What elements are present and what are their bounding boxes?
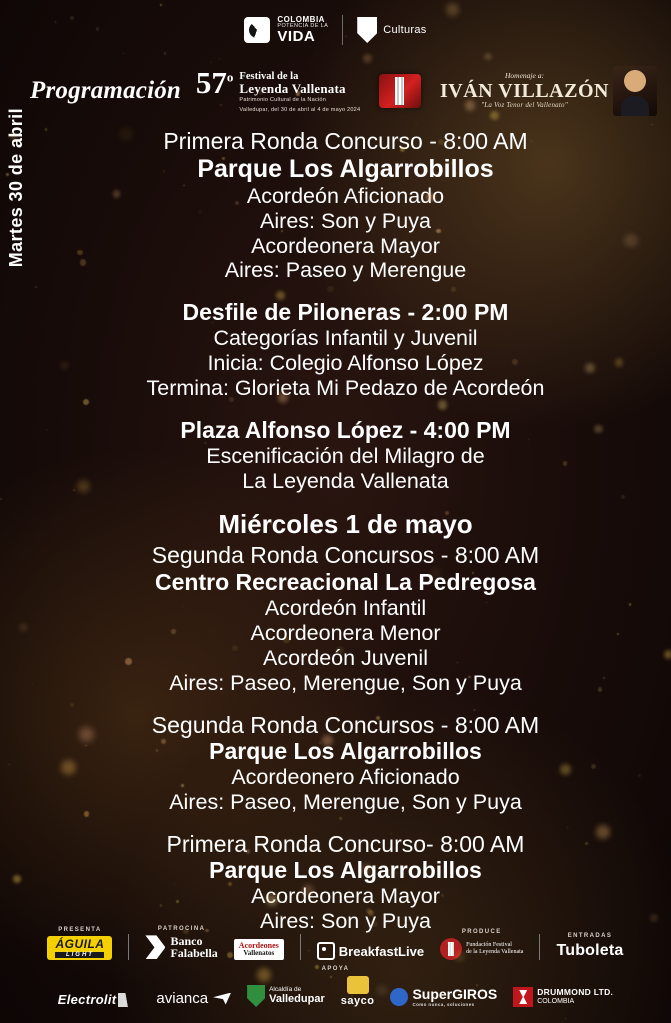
banco-falabella-logo: [145, 935, 217, 960]
sayco-label: sayco: [340, 995, 375, 1007]
tuboleta-logo[interactable]: [556, 942, 623, 960]
tuboleta-label: Tuboleta: [556, 942, 624, 959]
program-line: Acordeonera Menor: [250, 620, 441, 645]
fundacion-sub: de la Leyenda Vallenata: [466, 949, 524, 955]
supergiros-logo: [390, 986, 497, 1007]
gov-line3: VIDA: [277, 27, 316, 45]
sponsor-footer: [0, 920, 671, 1023]
program-line: Aires: Paseo y Merengue: [224, 258, 467, 283]
tribute-name: IVÁN VILLAZÓN: [440, 80, 609, 103]
gov-colombia-logo: [244, 16, 328, 45]
caption-patrocina: PATROCINA: [157, 925, 206, 932]
falabella-label: Banco: [170, 933, 203, 948]
festival-edition: 57: [195, 64, 227, 100]
fundacion-mark-icon: [440, 938, 462, 960]
program-line: Acordeón Juvenil: [263, 645, 428, 670]
sponsor-divider-2: [300, 934, 301, 960]
festival-name-line1: Festival de la: [239, 70, 299, 82]
program-line: Primera Ronda Concurso- 8:00 AM: [166, 830, 525, 857]
sponsor-patrocina: [145, 926, 217, 960]
sponsor-presenta: [47, 927, 112, 960]
program-line: Inicia: Colegio Alfonso López: [207, 351, 484, 376]
program-block: [46, 299, 645, 400]
program-line: Acordeonero Aficionado: [231, 764, 460, 789]
program-line: Categorías Infantil y Juvenil: [213, 326, 478, 351]
sayco-mark-icon: [347, 976, 369, 994]
program-line: Aires: Son y Puya: [260, 208, 431, 233]
festival-ordinal: o: [226, 69, 234, 85]
avianca-logo: [156, 990, 231, 1007]
logo-divider: [342, 15, 343, 45]
tribute-prefix: Homenaje a:: [505, 71, 544, 81]
festival-logo: [195, 64, 361, 114]
fundacion-festival-logo: [440, 938, 523, 960]
colombia-mark-icon: [244, 17, 270, 43]
caption-apoya: APOYA: [321, 966, 350, 972]
caption-produce: PRODUCE: [461, 929, 502, 935]
valledupar-label: Alcaldía de: [269, 985, 302, 993]
acordeones-label: Acordeones: [238, 941, 279, 950]
program-line: Aires: Paseo, Merengue, Son y Puya: [169, 789, 522, 814]
program-line: Termina: Glorieta Mi Pedazo de Acordeón: [146, 375, 545, 400]
vertical-date-label: Martes 30 de abril: [6, 108, 26, 268]
institutional-logo-bar: [0, 0, 671, 60]
ministry-label: Culturas: [383, 24, 427, 36]
shield-icon: [357, 17, 377, 43]
program-list: [0, 122, 671, 934]
tribute-portrait: [613, 66, 657, 116]
program-line: Segunda Ronda Concursos - 8:00 AM: [151, 542, 540, 569]
program-line: Aires: Son y Puya: [260, 909, 431, 934]
program-line: Acordeón Infantil: [264, 595, 427, 620]
program-line: Parque Los Algarrobillos: [209, 857, 482, 884]
program-line: Acordeonera Mayor: [251, 884, 440, 909]
sponsor-row-support: [0, 976, 671, 1007]
program-line: Desfile de Piloneras - 2:00 PM: [182, 299, 509, 326]
falabella-mark-icon: [145, 935, 165, 959]
program-line: Aires: Paseo, Merengue, Son y Puya: [169, 670, 522, 695]
program-line: Parque Los Algarrobillos: [197, 154, 494, 183]
gov-line2: POTENCIA DE LA: [277, 22, 329, 29]
sponsor-row-primary: [0, 926, 671, 960]
breakfastlive-label: BreakfastLive: [338, 943, 425, 959]
airplane-icon: [213, 993, 231, 1005]
supergiros-mark-icon: [390, 988, 408, 1006]
acordeones-sub: Vallenatos: [243, 949, 275, 957]
program-line: Escenificación del Milagro de: [206, 443, 485, 468]
alcaldia-valledupar-logo: [247, 985, 325, 1007]
sponsor-divider-3: [539, 934, 540, 960]
program-block: [46, 417, 645, 494]
festival-header: [0, 60, 671, 122]
program-block: [46, 712, 645, 815]
program-line: Primera Ronda Concurso - 8:00 AM: [163, 128, 528, 154]
tribute-block: [440, 66, 657, 116]
program-block: [46, 831, 645, 934]
swoosh-icon: [118, 993, 140, 1007]
acordeones-vallenatos-logo: [234, 939, 284, 960]
drummond-sub: COLOMBIA: [537, 997, 575, 1005]
drummond-label: DRUMMOND LTD.: [537, 987, 614, 998]
caption-presenta: PRESENTA: [58, 927, 102, 933]
program-line: Acordeonera Mayor: [251, 233, 440, 258]
caption-entradas: ENTRADAS: [567, 933, 613, 939]
supergiros-sub: Como nunca, soluciones: [412, 1002, 475, 1007]
drummond-logo: [513, 987, 613, 1007]
program-line: Parque Los Algarrobillos: [209, 738, 482, 765]
play-icon: [317, 942, 335, 960]
program-block: [46, 128, 645, 283]
sponsor-produce: [440, 929, 523, 960]
aguila-sub: LIGHT: [55, 952, 104, 958]
page-title: Programación: [30, 77, 182, 104]
sponsor-entradas[interactable]: [556, 933, 623, 960]
falabella-sub: Falabella: [170, 946, 218, 961]
ministry-culturas-logo: [357, 17, 426, 43]
breakfastlive-logo: [317, 942, 424, 960]
program-block: [46, 509, 645, 695]
festival-name-line2: Leyenda Vallenata: [239, 81, 346, 97]
avianca-label: avianca: [156, 990, 209, 1007]
aguila-label: ÁGUILA: [55, 937, 105, 951]
festival-subtitle: Patrimonio Cultural de la Nación: [239, 96, 327, 103]
fundacion-label: Fundación Festival: [466, 942, 512, 949]
drummond-mark-icon: [513, 987, 533, 1007]
gov-line1: COLOMBIA: [277, 14, 325, 24]
electrolit-logo: [58, 992, 141, 1007]
aguila-light-logo: [47, 936, 112, 960]
sponsor-acordeones: [234, 930, 284, 960]
program-line: La Leyenda Vallenata: [242, 468, 449, 493]
program-line: Segunda Ronda Concursos - 8:00 AM: [151, 711, 540, 738]
program-line: Plaza Alfonso López - 4:00 PM: [180, 416, 511, 443]
city-shield-icon: [247, 985, 265, 1007]
program-line: Acordeón Aficionado: [246, 183, 445, 208]
sponsor-divider: [128, 934, 129, 960]
tribute-tagline: "La Voz Tenor del Vallenato": [481, 101, 568, 110]
sponsor-breakfastlive: [317, 933, 424, 960]
program-line: Centro Recreacional La Pedregosa: [155, 569, 536, 596]
festival-dates: Valledupar, del 30 de abril al 4 de mayo 2024: [239, 107, 361, 114]
program-day-title: Miércoles 1 de mayo: [218, 509, 473, 540]
supergiros-label: SuperGIROS: [412, 986, 498, 1002]
accordion-icon: [379, 74, 421, 108]
electrolit-label: Electrolit: [57, 992, 117, 1007]
sayco-logo: [341, 976, 375, 1007]
valledupar-sub: Valledupar: [269, 993, 325, 1006]
